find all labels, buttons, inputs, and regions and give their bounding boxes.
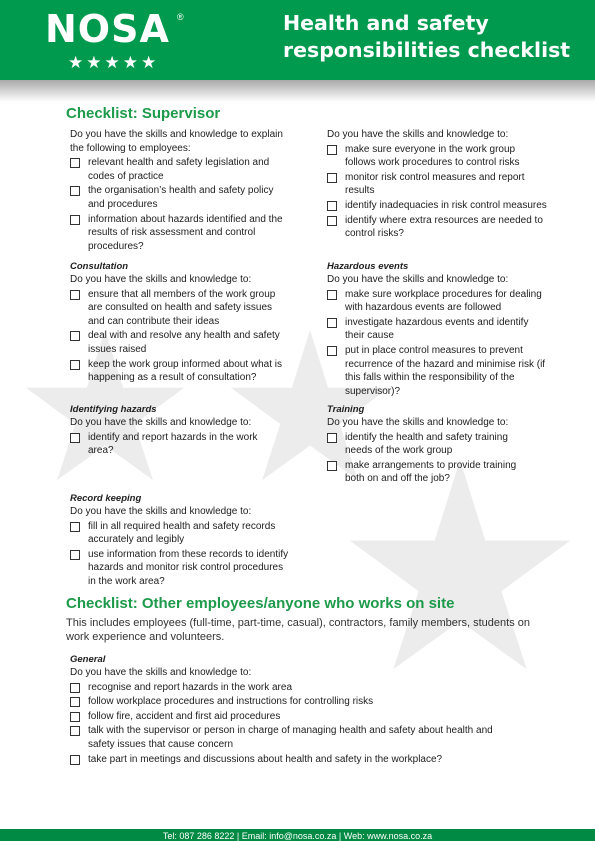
block-title: General xyxy=(70,654,106,665)
checklist-item xyxy=(70,681,540,695)
checklist-item-text: deal with and resolve any health and safety issues raised xyxy=(88,330,280,355)
checklist-item-text: identify where extra resources are needed to control risks? xyxy=(345,214,543,240)
checkbox[interactable] xyxy=(327,346,337,356)
checkbox[interactable] xyxy=(327,461,337,471)
checklist-item xyxy=(70,695,540,709)
checklist-item-text: make sure everyone in the work group follows work procedures to control risks xyxy=(345,143,520,169)
block-intro: Do you have the skills and knowledge to: xyxy=(70,667,252,678)
checklist-item xyxy=(70,213,290,254)
block-intro: Do you have the skills and knowledge to: xyxy=(327,129,509,140)
checklist-item-text: keep the work group informed about what is happening as a result of consultation? xyxy=(88,358,282,384)
checklist-item xyxy=(327,143,547,170)
checklist-item xyxy=(70,520,290,547)
checklist-item xyxy=(70,288,290,329)
nosa-logo: NOSA xyxy=(45,7,170,51)
footer-contact: Tel: 087 286 8222 | Email: info@nosa.co.za | Web: www.nosa.co.za xyxy=(162,831,433,841)
checkbox[interactable] xyxy=(70,683,80,693)
checkbox[interactable] xyxy=(327,318,337,328)
block-intro: Do you have the skills and knowledge to: xyxy=(327,417,509,428)
checklist-item xyxy=(70,548,290,589)
checklist-item-text: ensure that all members of the work group are consulted on health and safety issues and can contribute their ideas xyxy=(88,288,276,327)
checklist-item xyxy=(327,288,547,315)
checkbox[interactable] xyxy=(327,201,337,211)
checklist-item-text: follow fire, accident and first aid procedures xyxy=(88,710,281,722)
checkbox[interactable] xyxy=(70,550,80,560)
checkbox[interactable] xyxy=(70,755,80,765)
checklist-item-text: investigate hazardous events and identify their cause xyxy=(345,316,529,342)
checklist-item xyxy=(70,156,290,183)
checklist-item-text: identify inadequacies in risk control measures xyxy=(345,199,547,211)
checklist-item-text: the organisation’s health and safety policy and procedures xyxy=(88,185,274,210)
registered-mark: ® xyxy=(177,12,184,22)
checklist-item-text: use information from these records to identify hazards and monitor risk control procedures in the work area? xyxy=(88,548,289,587)
checklist-item xyxy=(70,724,518,751)
page-title-line-2: responsibilities checklist xyxy=(283,38,571,62)
checklist-item-text: take part in meetings and discussions about health and safety in the workplace? xyxy=(88,753,443,765)
checklist-block-training xyxy=(327,403,537,486)
checkbox[interactable] xyxy=(327,216,337,226)
supervisor-heading: Checklist: Supervisor xyxy=(66,105,221,122)
checklist-block-consultation xyxy=(70,260,290,385)
checklist-item-text: talk with the supervisor or person in charge of managing health and safety about health and safety issues that cause concern xyxy=(88,725,493,750)
checkbox[interactable] xyxy=(70,290,80,300)
block-title: Identifying hazards xyxy=(70,404,157,415)
checkbox[interactable] xyxy=(70,158,80,168)
checklist-item xyxy=(327,344,547,398)
block-intro: Do you have the skills and knowledge to: xyxy=(70,274,252,285)
checkbox[interactable] xyxy=(70,697,80,707)
checklist-item xyxy=(327,459,537,486)
checklist-item-text: make sure workplace procedures for dealing with hazardous events are followed xyxy=(345,288,542,314)
block-intro: Do you have the skills and knowledge to: xyxy=(70,417,252,428)
checklist-item xyxy=(70,710,540,724)
checkbox[interactable] xyxy=(70,360,80,370)
checklist-item xyxy=(70,431,280,458)
checkbox[interactable] xyxy=(70,433,80,443)
block-title: Training xyxy=(327,404,365,415)
employees-paragraph: This includes employees (full-time, part-time, casual), contractors, family members, students on work experience and volunteers. xyxy=(66,617,530,643)
block-title: Hazardous events xyxy=(327,261,409,272)
checklist-item xyxy=(327,316,547,343)
checkbox[interactable] xyxy=(70,215,80,225)
checkbox[interactable] xyxy=(70,331,80,341)
checklist-item-text: information about hazards identified and the results of risk assessment and control procedures? xyxy=(88,213,283,252)
block-title: Record keeping xyxy=(70,493,142,504)
checkbox[interactable] xyxy=(327,173,337,183)
page-title-line-1: Health and safety xyxy=(283,11,489,35)
checklist-item xyxy=(327,431,537,458)
checkbox[interactable] xyxy=(327,433,337,443)
checklist-item xyxy=(70,358,290,385)
checklist-item xyxy=(327,171,547,198)
checklist-item-text: follow workplace procedures and instructions for controlling risks xyxy=(88,696,374,708)
checklist-item-text: identify and report hazards in the work area? xyxy=(88,431,258,457)
checklist-item xyxy=(70,753,540,767)
header-shadow xyxy=(0,80,595,102)
checklist-item-text: recognise and report hazards in the work area xyxy=(88,681,293,693)
employees-heading: Checklist: Other employees/anyone who works on site xyxy=(66,595,455,612)
checklist-item xyxy=(327,199,547,213)
checklist-block-identifying-hazards xyxy=(70,403,280,458)
block-intro: Do you have the skills and knowledge to explain the following to employees: xyxy=(70,129,283,154)
checkbox[interactable] xyxy=(327,145,337,155)
checkbox[interactable] xyxy=(327,290,337,300)
checklist-block-hazardous-events xyxy=(327,260,547,398)
checklist-item xyxy=(70,184,290,211)
page-title xyxy=(283,10,583,64)
logo-stars-icon: ★★★★★ xyxy=(68,53,160,72)
checklist-item-text: make arrangements to provide training both on and off the job? xyxy=(345,459,517,485)
checklist-block-record-keeping xyxy=(70,492,290,589)
checklist-item-text: fill in all required health and safety records accurately and legibly xyxy=(88,520,276,546)
checklist-block-general xyxy=(70,653,540,766)
checklist-item-text: relevant health and safety legislation and codes of practice xyxy=(88,157,270,182)
checklist-item-text: monitor risk control measures and report results xyxy=(345,171,525,197)
checkbox[interactable] xyxy=(70,712,80,722)
checkbox[interactable] xyxy=(70,726,80,736)
checklist-item xyxy=(70,329,290,356)
checklist-item-text: put in place control measures to prevent recurrence of the hazard and minimise risk (if this falls within the responsibility of the supervisor)? xyxy=(345,344,546,397)
block-intro: Do you have the skills and knowledge to: xyxy=(70,506,252,517)
checkbox[interactable] xyxy=(70,186,80,196)
checklist-item xyxy=(327,214,547,241)
block-title: Consultation xyxy=(70,261,129,272)
checklist-block xyxy=(70,128,290,253)
checklist-block xyxy=(327,128,547,241)
checklist-item-text: identify the health and safety training needs of the work group xyxy=(345,431,508,457)
block-intro: Do you have the skills and knowledge to: xyxy=(327,274,509,285)
checkbox[interactable] xyxy=(70,522,80,532)
